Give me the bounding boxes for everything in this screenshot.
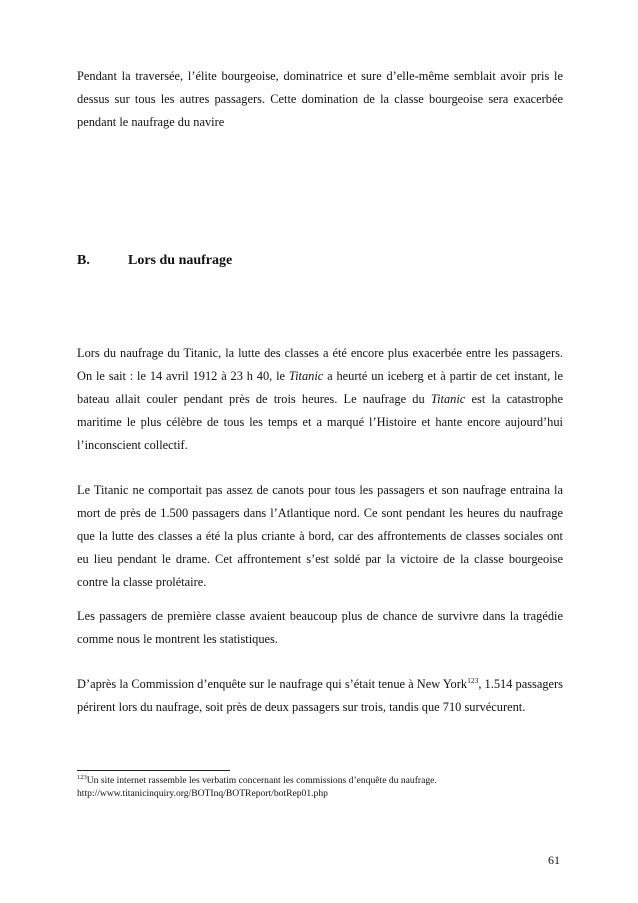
- footnote-reference[interactable]: 123: [467, 675, 479, 685]
- footnote-text-line: [77, 774, 563, 787]
- footnote-text: Un site internet rassemble les verbatim concernant les commissions d’enquête du naufrage.: [86, 775, 437, 786]
- section-title: Lors du naufrage: [128, 253, 233, 268]
- section-heading: [77, 253, 232, 269]
- paragraph-shipwreck: Lors du naufrage du Titanic, la lutte des classes a été encore plus exacerbée entre les passagers. On le sait : le 14 avril 1912 à 23 h 40, le Titanic a heurté un iceberg et à partir de cet instant, le bateau allait couler pendant près de trois heures. Le naufrage du Titanic est la catastrophe maritime le plus célèbre de tous les temps et a marqué l’Histoire et hante encore aujourd’hui l’inconscient collectif.: [77, 346, 563, 452]
- footnote: [77, 774, 563, 800]
- paragraph-intro: Pendant la traversée, l’élite bourgeoise, dominatrice et sure d’elle-même semblait avoir pris le dessus sur tous les autres passagers. Cette domination de la classe bourgeoise sera exacerbée pendant le naufrage du navire: [77, 69, 563, 129]
- footnote-divider: [77, 770, 230, 771]
- footnote-url[interactable]: http://www.titanicinquiry.org/BOTInq/BOTReport/botRep01.php: [77, 788, 328, 799]
- section-letter: B.: [77, 253, 90, 268]
- paragraph-first-class: Les passagers de première classe avaient beaucoup plus de chance de survivre dans la tragédie comme nous le montrent les statistiques.: [77, 609, 563, 646]
- footnote-number: 123: [77, 773, 87, 781]
- paragraph-commission: D’après la Commission d’enquête sur le naufrage qui s’était tenue à New York$^{123}$, 1.514 passagers périrent lors du naufrage, soit près de deux passagers sur trois, tandis que 710 survécurent.: [77, 675, 563, 714]
- paragraph-lifeboats: Le Titanic ne comportait pas assez de canots pour tous les passagers et son naufrage entraina la mort de près de 1.500 passagers dans l’Atlantique nord. Ce sont pendant les heures du naufrage que la lutte des classes a été la plus criante à bord, car des affrontements de classes sociales ont eu lieu pendant le drame. Cet affrontement s’est soldé par la victoire de la classe bourgeoise contre la classe prolétaire.: [77, 483, 563, 589]
- page-number: 61: [548, 853, 560, 867]
